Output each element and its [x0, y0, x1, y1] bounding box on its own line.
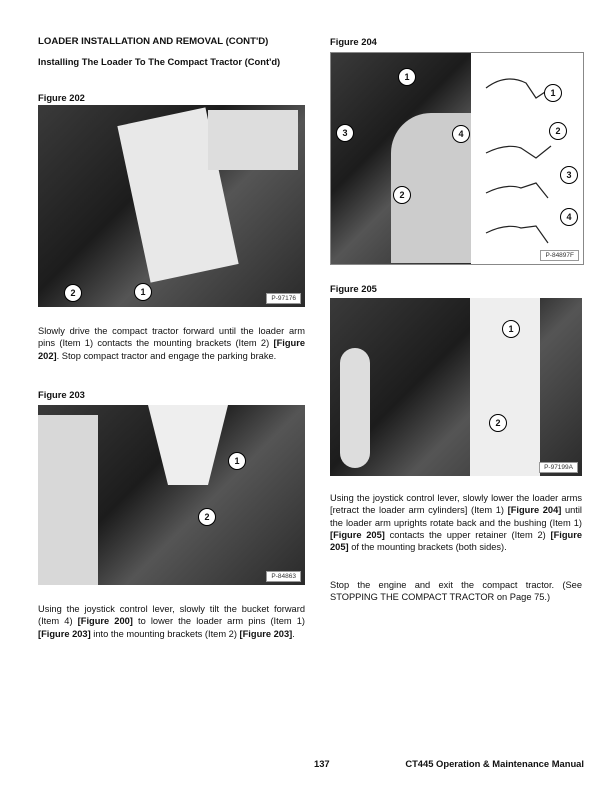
callout-1: 1 [398, 68, 416, 86]
text: until the loader arm uprights rotate back and the bushing (Item 1) [330, 505, 582, 528]
photo-id: P-84863 [266, 571, 301, 582]
callout-2: 2 [64, 284, 82, 302]
paragraph-2 [38, 603, 305, 640]
paragraph-1 [38, 325, 305, 362]
figure-ref: [Figure 203] [38, 628, 91, 639]
subsection-title: Installing The Loader To The Compact Tractor (Cont'd) [38, 56, 281, 67]
handle-shape [340, 348, 370, 468]
figure-202-photo [38, 105, 305, 307]
text: contacts the upper retainer (Item 2) [384, 529, 551, 540]
text: Slowly drive the compact tractor forward until the loader arm pins (Item 1) contacts the mounting brackets (Item 2) [38, 326, 305, 349]
diagram-dump [486, 226, 548, 243]
figure-ref: [Figure 203] [239, 628, 293, 639]
loader-upright-shape [148, 405, 228, 485]
text: Using the joystick control lever, slowly lower the loader arms [retract the loader arm cylinders] (Item 1) [330, 493, 582, 516]
manual-title: CT445 Operation & Maintenance Manual [405, 758, 584, 769]
figure-ref: [Figure 205] [330, 529, 582, 553]
figure-205-photo [330, 298, 582, 476]
text: . Stop compact tractor and engage the parking brake. [56, 350, 277, 361]
paragraph-3 [330, 492, 582, 553]
text: Using the joystick control lever, slowly tilt the bucket forward (Item 4) [38, 604, 305, 627]
callout-1: 1 [228, 452, 246, 470]
figure-204 [330, 52, 584, 265]
figure-ref: [Figure 204] [507, 505, 562, 516]
photo-id: P-97176 [266, 293, 301, 304]
photo-id: P-84897F [540, 250, 579, 261]
callout-2: 2 [549, 122, 567, 140]
text: of the mounting brackets (both sides). [348, 542, 507, 553]
diagram-raise [486, 79, 551, 98]
callout-1: 1 [544, 84, 562, 102]
section-title: LOADER INSTALLATION AND REMOVAL (CONT'D) [38, 36, 269, 47]
text: into the mounting brackets (Item 2) [90, 628, 240, 639]
callout-2: 2 [198, 508, 216, 526]
paragraph-4: Stop the engine and exit the compact tractor. (See STOPPING THE COMPACT TRACTOR on Page 75.) [330, 580, 582, 603]
figure-203-photo [38, 405, 305, 585]
callout-3: 3 [336, 124, 354, 142]
callout-1: 1 [502, 320, 520, 338]
diagram-curl [486, 183, 548, 198]
text: . [292, 628, 295, 639]
joystick-photo [331, 53, 471, 264]
page-number: 137 [314, 758, 330, 769]
figure-205-label: Figure 205 [330, 283, 377, 294]
text: to lower the loader arm pins (Item 1) [132, 616, 305, 627]
callout-4: 4 [560, 208, 578, 226]
diagram-lower [486, 146, 551, 158]
callout-1: 1 [134, 283, 152, 301]
figure-ref: [Figure 202] [38, 338, 305, 361]
figure-ref: [Figure 205] [330, 529, 385, 540]
tractor-side-shape [38, 415, 98, 585]
figure-ref: [Figure 200] [77, 616, 133, 627]
callout-4: 4 [452, 125, 470, 143]
photo-id: P-97199A [539, 462, 578, 473]
callout-2: 2 [489, 414, 507, 432]
bobcat-decal-shape [208, 110, 298, 170]
callout-2: 2 [393, 186, 411, 204]
figure-202-label: Figure 202 [38, 92, 85, 103]
figure-203-label: Figure 203 [38, 389, 85, 400]
callout-3: 3 [560, 166, 578, 184]
figure-204-label: Figure 204 [330, 36, 377, 47]
